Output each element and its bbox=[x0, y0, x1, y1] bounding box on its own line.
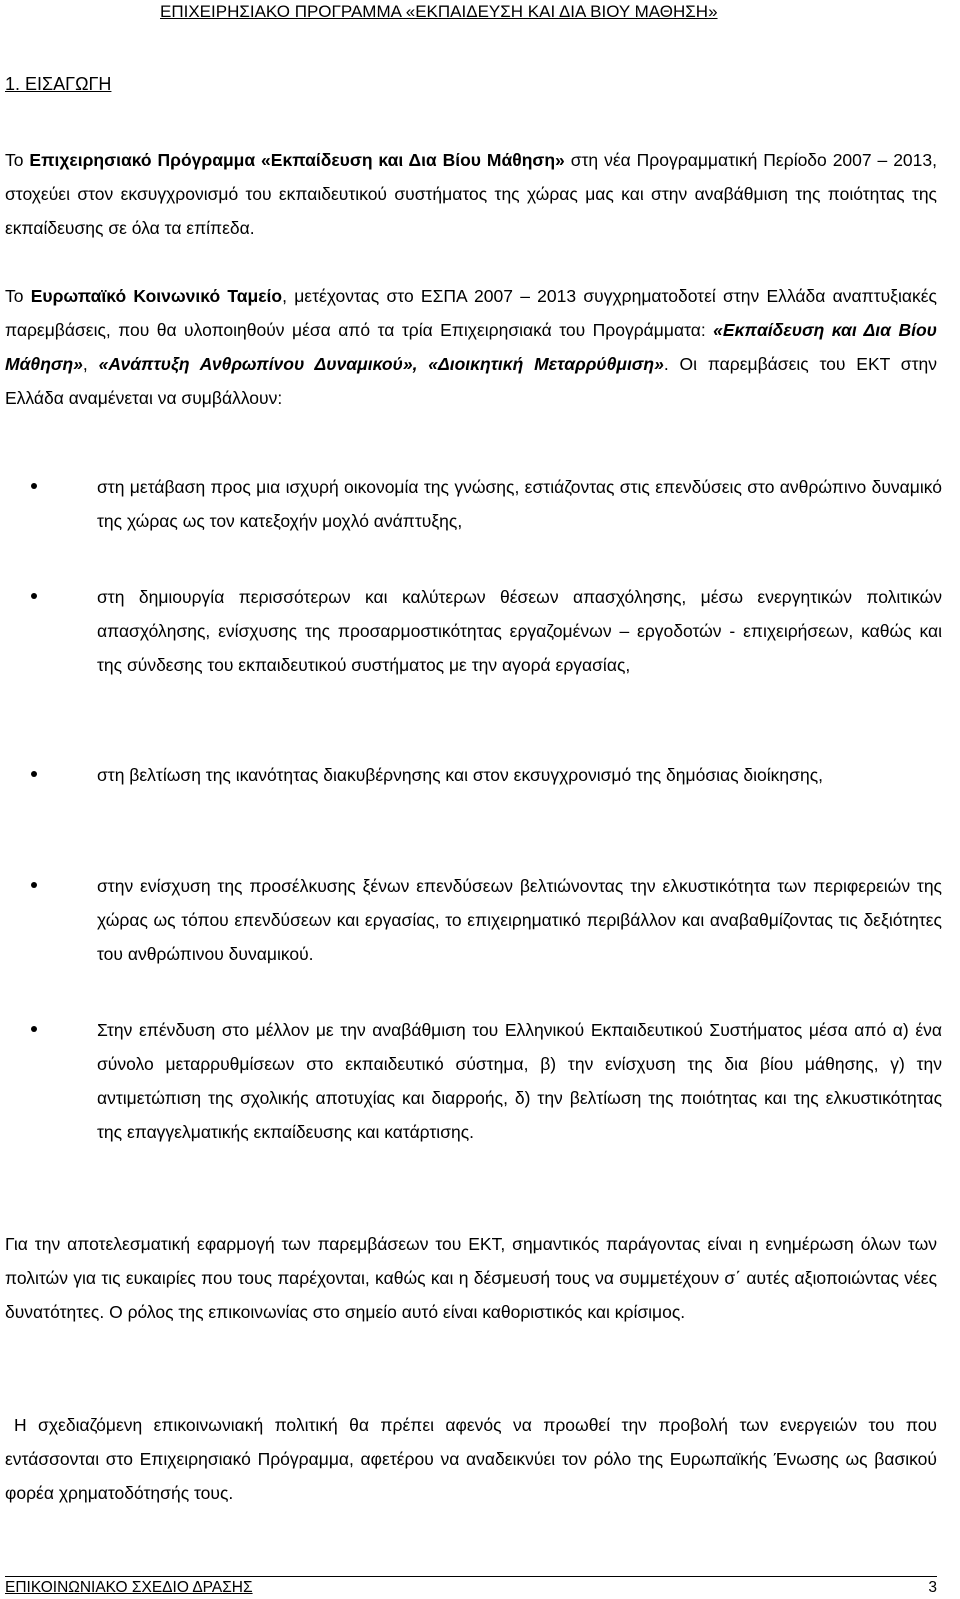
bullet-icon bbox=[31, 483, 37, 489]
communication-policy-paragraph: Η σχεδιαζόμενη επικοινωνιακή πολιτική θα πρέπει αφενός να προωθεί την προβολή των ενεργειών του που εντάσσονται στο Επιχειρησιακό Πρόγραμμα, αφετέρου να αναδεικνύει τον ρόλο της Ευρωπαϊκής Ένωσης ως βασικού φορέα χρηματοδότησής τους. bbox=[5, 1415, 937, 1503]
intro-paragraph bbox=[5, 143, 937, 245]
bullet-icon bbox=[31, 1026, 37, 1032]
p2-fund-name: Ευρωπαϊκό Κοινωνικό Ταμείο bbox=[30, 286, 283, 306]
section-title: 1. ΕΙΣΑΓΩΓΗ bbox=[5, 74, 112, 94]
bullet-icon bbox=[31, 882, 37, 888]
p2-text-b: , μετέχοντας στο ΕΣΠΑ 2007 – 2013 συγχρηματοδοτεί στην Ελλάδα αναπτυξιακές παρεμβάσεις, που θα υλοποιηθούν μέσα από τα τρία Επιχειρησιακά του Προγράμματα: bbox=[5, 286, 937, 340]
list-item-text: στην ενίσχυση της προσέλκυσης ξένων επενδύσεων βελτιώνοντας την ελκυστικότητα των περιφερειών της χώρας ως τόπου επενδύσεων και εργασίας, το επιχειρηματικό περιβάλλον και αναβαθμίζοντας τις δεξιότητες του ανθρώπινου δυναμικού. bbox=[97, 876, 942, 964]
implementation-paragraph: Για την αποτελεσματική εφαρμογή των παρεμβάσεων του ΕΚΤ, σημαντικός παράγοντας είναι η ενημέρωση όλων των πολιτών για τις ευκαιρίες που τους παρέχονται, καθώς και η δέσμευσή τους να συμμετέχουν σ΄ αυτές αξιοποιώντας νέες δυνατότητες. Ο ρόλος της επικοινωνίας στο σημείο αυτό είναι καθοριστικός και κρίσιμος. bbox=[5, 1234, 937, 1322]
p2-text-c: . Οι παρεμβάσεις του ΕΚΤ στην Ελλάδα αναμένεται να συμβάλλουν: bbox=[5, 354, 937, 408]
page-header: ΕΠΙΧΕΙΡΗΣΙΑΚΟ ΠΡΟΓΡΑΜΜΑ «ΕΚΠΑΙΔΕΥΣΗ ΚΑΙ ΔΙΑ ΒΙΟΥ ΜΑΘΗΣΗ» bbox=[160, 2, 718, 21]
p2-program-1: «Εκπαίδευση και Δια Βίου Μάθηση» bbox=[5, 320, 937, 374]
footer-divider bbox=[5, 1576, 937, 1577]
p2-text-a: Το bbox=[5, 286, 31, 306]
list-item-text: στη μετάβαση προς μια ισχυρή οικονομία της γνώσης, εστιάζοντας στις επενδύσεις στο ανθρώπινο δυναμικό της χώρας ως τον κατεξοχήν μοχλό ανάπτυξης, bbox=[97, 477, 942, 531]
p1-text-b: στη νέα Προγραμματική Περίοδο 2007 – 2013, στοχεύει στον εκσυγχρονισμό του εκπαιδευτικού συστήματος της χώρας μας και στην αναβάθμιση της ποιότητας της εκπαίδευσης σε όλα τα επίπεδα. bbox=[5, 150, 937, 238]
page-number: 3 bbox=[928, 1579, 937, 1596]
bullet-icon bbox=[31, 593, 37, 599]
p2-separator: , bbox=[82, 354, 99, 374]
footer-title: ΕΠΙΚΟΙΝΩΝΙΑΚΟ ΣΧΕΔΙΟ ΔΡΑΣΗΣ bbox=[5, 1579, 253, 1596]
list-item-text: στη βελτίωση της ικανότητας διακυβέρνησης και στον εκσυγχρονισμό της δημόσιας διοίκησης, bbox=[97, 765, 823, 785]
p1-program-name: Επιχειρησιακό Πρόγραμμα «Εκπαίδευση και Δια Βίου Μάθηση» bbox=[29, 150, 565, 170]
list-item-text: στη δημιουργία περισσότερων και καλύτερων θέσεων απασχόλησης, μέσω ενεργητικών πολιτικών απασχόλησης, ενίσχυσης της προσαρμοστικότητας εργαζομένων – εργοδοτών - επιχειρήσεων, καθώς και της σύνδεσης του εκπαιδευτικού συστήματος με την αγορά εργασίας, bbox=[97, 587, 942, 675]
page-footer bbox=[5, 1578, 937, 1598]
bullet-icon bbox=[31, 771, 37, 777]
list-item-text: Στην επένδυση στο μέλλον με την αναβάθμιση του Ελληνικού Εκπαιδευτικού Συστήματος μέσα από α) ένα σύνολο μεταρρυθμίσεων στο εκπαιδευτικό σύστημα, β) την ενίσχυση της δια βίου μάθησης, γ) την αντιμετώπιση της σχολικής αποτυχίας και διαρροής, δ) την βελτίωση της ποιότητας και της ελκυστικότητας της επαγγελματικής εκπαίδευσης και κατάρτισης. bbox=[97, 1020, 942, 1142]
p1-text-a: Το bbox=[5, 150, 30, 170]
p2-program-2: «Ανάπτυξη Ανθρωπίνου Δυναμικού», «Διοικητική Μεταρρύθμιση» bbox=[98, 354, 664, 374]
esf-paragraph bbox=[5, 279, 937, 415]
